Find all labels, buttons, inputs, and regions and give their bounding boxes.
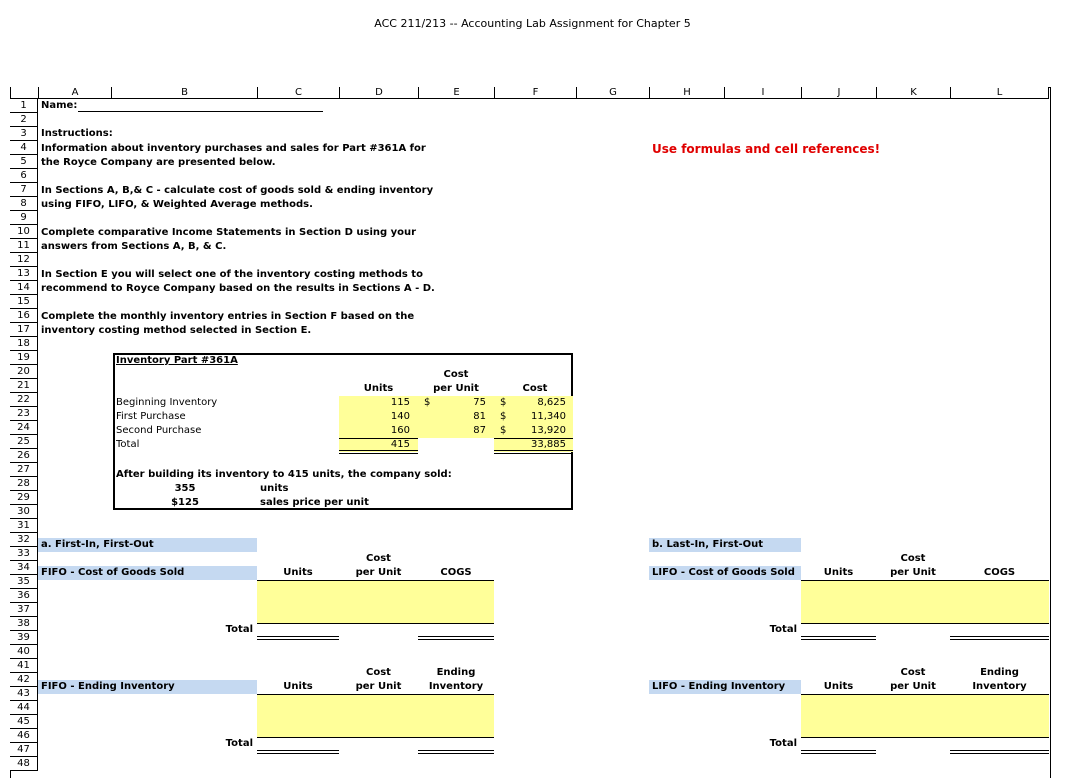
row-header[interactable]: 23 [10,407,38,421]
lifo-end-total-units[interactable] [801,750,876,754]
instructions-line: In Sections A, B,& C - calculate cost of goods sold & ending inventory [41,185,434,196]
inv-row-unit-cost[interactable]: 87 [473,425,486,436]
fifo-end-underline [257,723,494,738]
row-header[interactable]: 47 [10,743,38,757]
row-header[interactable]: 30 [10,505,38,519]
fifo-section-title: a. First-In, First-Out [41,539,154,550]
name-input[interactable] [78,99,323,112]
lifo-end-total-value[interactable] [950,750,1049,754]
inv-row-units[interactable]: 140 [390,411,410,422]
sold-units[interactable]: 355 [174,483,196,494]
row-header[interactable]: 5 [10,155,38,169]
row-header[interactable]: 36 [10,589,38,603]
fifo-end-hdr-per-unit: per Unit [355,681,402,692]
lifo-end-hdr-units: Units [823,681,854,692]
lifo-cogs-underline [801,609,1049,624]
lifo-end-underline [801,723,1049,738]
instructions-line: the Royce Company are presented below. [41,157,276,168]
fifo-end-total-units[interactable] [257,750,339,754]
fifo-hdr-cogs: COGS [440,567,472,578]
row-header[interactable]: 19 [10,351,38,365]
lifo-hdr-cogs: COGS [983,567,1016,578]
inv-row-label: First Purchase [116,411,186,422]
row-header[interactable]: 1 [10,99,38,113]
inv-row-label: Second Purchase [116,425,202,436]
inv-row-dollar: $ [500,425,507,436]
lifo-end-hdr-ending: Ending [980,667,1019,678]
fifo-cogs-total-value[interactable] [418,636,494,640]
row-header[interactable]: 22 [10,393,38,407]
inventory-title: Inventory Part #361A [116,355,238,366]
row-header[interactable]: 32 [10,533,38,547]
row-header[interactable]: 27 [10,463,38,477]
row-header[interactable]: 11 [10,239,38,253]
row-header[interactable]: 20 [10,365,38,379]
fifo-end-total-value[interactable] [418,750,494,754]
inv-row-dollar: $ [424,397,431,408]
column-header-k[interactable]: K [876,87,950,99]
fifo-hdr-per-unit: per Unit [355,567,402,578]
row-header[interactable]: 31 [10,519,38,533]
row-header[interactable]: 14 [10,281,38,295]
fifo-hdr-units: Units [283,567,313,578]
column-header-h[interactable]: H [649,87,724,99]
row-header[interactable]: 39 [10,631,38,645]
fifo-hdr-underline [257,566,494,581]
row-header[interactable]: 6 [10,169,38,183]
hdr-per-unit: per Unit [433,383,479,394]
row-header[interactable]: 43 [10,687,38,701]
row-header[interactable]: 37 [10,603,38,617]
row-header[interactable]: 21 [10,379,38,393]
sales-price-label: sales price per unit [260,497,369,508]
instructions-heading: Instructions: [41,128,113,139]
hdr-cost: Cost [522,383,548,394]
row-header[interactable]: 28 [10,477,38,491]
hdr-units: Units [363,383,394,394]
instructions-line: Information about inventory purchases and sales for Part #361A for [41,143,426,154]
name-label: Name: [41,100,78,111]
fifo-end-hdr-inventory: Inventory [428,681,484,692]
lifo-cogs-title: LIFO - Cost of Goods Sold [652,567,795,578]
inv-row-units[interactable]: 160 [390,425,410,436]
fifo-end-title: FIFO - Ending Inventory [41,681,175,692]
lifo-end-hdr-cost-top: Cost [900,667,926,678]
fifo-hdr-cost-top: Cost [366,553,391,564]
lifo-hdr-per-unit: per Unit [890,567,936,578]
inv-row-dollar: $ [500,397,507,408]
row-header[interactable]: 17 [10,323,38,337]
lifo-end-hdr-inventory: Inventory [972,681,1027,692]
row-header[interactable]: 10 [10,225,38,239]
inv-row-unit-cost[interactable]: 75 [473,397,486,408]
row-header[interactable]: 46 [10,729,38,743]
inv-row-cost[interactable]: 8,625 [537,397,566,408]
inv-row-cost[interactable]: 13,920 [531,425,566,436]
column-header-i[interactable]: I [724,87,801,99]
column-header-f[interactable]: F [494,87,576,99]
row-header[interactable]: 4 [10,141,38,155]
corner-select-all[interactable] [10,87,38,99]
row-header[interactable]: 41 [10,659,38,673]
inv-total-label: Total [116,439,140,450]
row-header[interactable]: 48 [10,757,38,771]
lifo-hdr-units: Units [823,567,854,578]
fifo-cogs-underline [257,609,494,624]
lifo-hdr-underline [801,566,1049,581]
column-header-a[interactable]: A [38,87,111,99]
fifo-end-hdr-ending: Ending [436,667,476,678]
row-header[interactable]: 8 [10,197,38,211]
instructions-line: inventory costing method selected in Section E. [41,325,312,336]
inv-row-dollar: $ [500,411,507,422]
fifo-end-hdr-cost-top: Cost [366,667,391,678]
inv-total-units[interactable]: 415 [390,439,410,450]
sales-price[interactable]: $125 [171,497,199,508]
instructions-line: answers from Sections A, B, & C. [41,241,227,252]
lifo-cogs-total-value[interactable] [950,636,1049,640]
lifo-end-hdr-per-unit: per Unit [890,681,936,692]
page-title: ACC 211/213 -- Accounting Lab Assignment for Chapter 5 [374,17,691,30]
row-header[interactable]: 33 [10,547,38,561]
lifo-cogs-total-label: Total [769,624,797,635]
column-header-g[interactable]: G [576,87,649,99]
inv-row-unit-cost[interactable]: 81 [473,411,486,422]
hdr-cost-top: Cost [443,369,469,380]
column-header-l[interactable]: L [950,87,1049,99]
fifo-cogs-title: FIFO - Cost of Goods Sold [41,567,185,578]
row-header[interactable]: 45 [10,715,38,729]
row-header[interactable]: 15 [10,295,38,309]
formula-warning: Use formulas and cell references! [652,142,881,156]
row-header[interactable]: 29 [10,491,38,505]
row-header[interactable]: 24 [10,421,38,435]
sold-text: After building its inventory to 415 units, the company sold: [116,469,452,480]
row-header[interactable]: 7 [10,183,38,197]
row-header[interactable]: 35 [10,575,38,589]
instructions-line: In Section E you will select one of the inventory costing methods to [41,269,423,280]
instructions-line: Complete comparative Income Statements in Section D using your [41,227,417,238]
row-header[interactable]: 18 [10,337,38,351]
row-header[interactable]: 12 [10,253,38,267]
row-header[interactable]: 44 [10,701,38,715]
lifo-end-title: LIFO - Ending Inventory [652,681,786,692]
row-header[interactable]: 9 [10,211,38,225]
row-header[interactable]: 13 [10,267,38,281]
column-header-c[interactable]: C [257,87,339,99]
fifo-cogs-total-label: Total [225,624,253,635]
row-header[interactable]: 2 [10,113,38,127]
lifo-end-total-label: Total [769,738,797,749]
row-header[interactable]: 3 [10,127,38,141]
lifo-section-title: b. Last-In, First-Out [652,539,764,550]
column-header-e[interactable]: E [418,87,494,99]
inv-row-cost[interactable]: 11,340 [531,411,566,422]
fifo-end-hdr-underline [257,680,494,695]
inv-total-cost[interactable]: 33,885 [531,439,566,450]
row-header[interactable]: 16 [10,309,38,323]
row-header[interactable]: 26 [10,449,38,463]
column-header-d[interactable]: D [339,87,418,99]
lifo-cogs-total-units[interactable] [801,636,876,640]
row-header[interactable]: 42 [10,673,38,687]
fifo-cogs-total-units[interactable] [257,636,339,640]
row-header[interactable]: 34 [10,561,38,575]
fifo-end-hdr-units: Units [283,681,313,692]
row-header[interactable]: 25 [10,435,38,449]
inv-row-label: Beginning Inventory [116,397,218,408]
fifo-end-total-label: Total [225,738,253,749]
sold-units-label: units [260,483,289,494]
row-header[interactable]: 38 [10,617,38,631]
lifo-end-hdr-underline [801,680,1049,695]
column-header-b[interactable]: B [111,87,257,99]
instructions-line: recommend to Royce Company based on the results in Sections A - D. [41,283,435,294]
instructions-line: using FIFO, LIFO, & Weighted Average methods. [41,199,313,210]
instructions-line: Complete the monthly inventory entries in Section F based on the [41,311,415,322]
lifo-hdr-cost-top: Cost [900,553,926,564]
row-header[interactable]: 40 [10,645,38,659]
inv-row-units[interactable]: 115 [390,397,410,408]
column-header-j[interactable]: J [801,87,876,99]
